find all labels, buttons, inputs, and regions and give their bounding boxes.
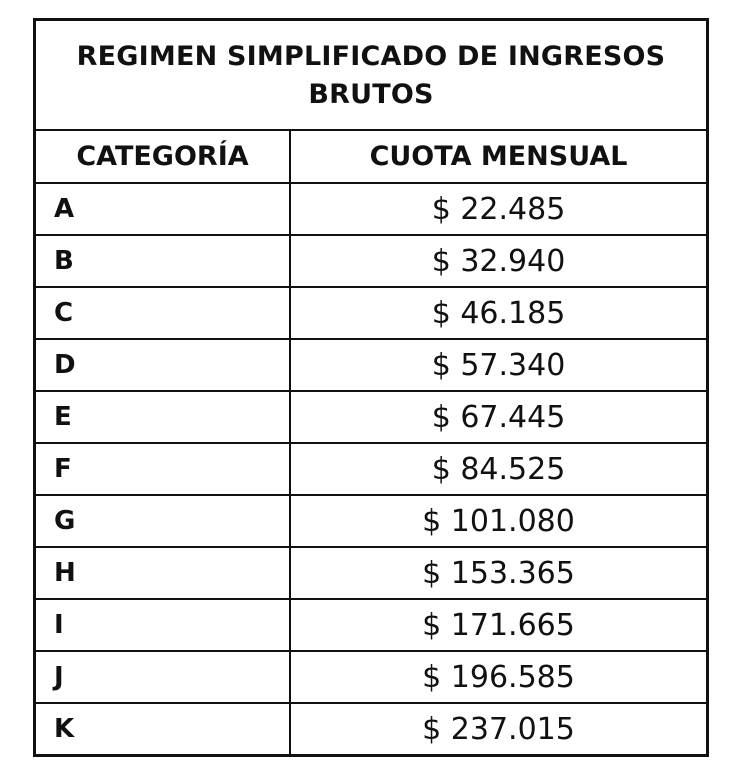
monthly-fee-cell: $ 67.445 <box>290 391 706 443</box>
category-cell: B <box>36 235 290 287</box>
table-row <box>36 183 706 235</box>
monthly-fee-cell: $ 196.585 <box>290 651 706 703</box>
category-cell: A <box>36 183 290 235</box>
table-row <box>36 599 706 651</box>
monthly-fee-cell: $ 237.015 <box>290 703 706 754</box>
table-row <box>36 287 706 339</box>
table-row <box>36 703 706 754</box>
table-row <box>36 443 706 495</box>
table-row <box>36 391 706 443</box>
category-cell: G <box>36 495 290 547</box>
monthly-fee-cell: $ 84.525 <box>290 443 706 495</box>
header-row <box>36 130 706 183</box>
table-body <box>36 183 706 754</box>
table-row <box>36 651 706 703</box>
category-cell: I <box>36 599 290 651</box>
monthly-fee-cell: $ 22.485 <box>290 183 706 235</box>
column-header-fee: CUOTA MENSUAL <box>290 130 706 183</box>
table-row <box>36 339 706 391</box>
monthly-fee-cell: $ 153.365 <box>290 547 706 599</box>
fee-table-container <box>33 18 709 757</box>
category-cell: D <box>36 339 290 391</box>
table-title: REGIMEN SIMPLIFICADO DE INGRESOS BRUTOS <box>36 21 706 130</box>
title-row <box>36 21 706 130</box>
table-row <box>36 547 706 599</box>
category-cell: C <box>36 287 290 339</box>
monthly-fee-cell: $ 171.665 <box>290 599 706 651</box>
monthly-fee-cell: $ 57.340 <box>290 339 706 391</box>
table-row <box>36 235 706 287</box>
monthly-fee-cell: $ 46.185 <box>290 287 706 339</box>
category-cell: E <box>36 391 290 443</box>
category-cell: H <box>36 547 290 599</box>
column-header-category: CATEGORÍA <box>36 130 290 183</box>
category-cell: K <box>36 703 290 754</box>
table-row <box>36 495 706 547</box>
monthly-fee-cell: $ 101.080 <box>290 495 706 547</box>
fee-table <box>36 21 706 754</box>
monthly-fee-cell: $ 32.940 <box>290 235 706 287</box>
category-cell: J <box>36 651 290 703</box>
category-cell: F <box>36 443 290 495</box>
